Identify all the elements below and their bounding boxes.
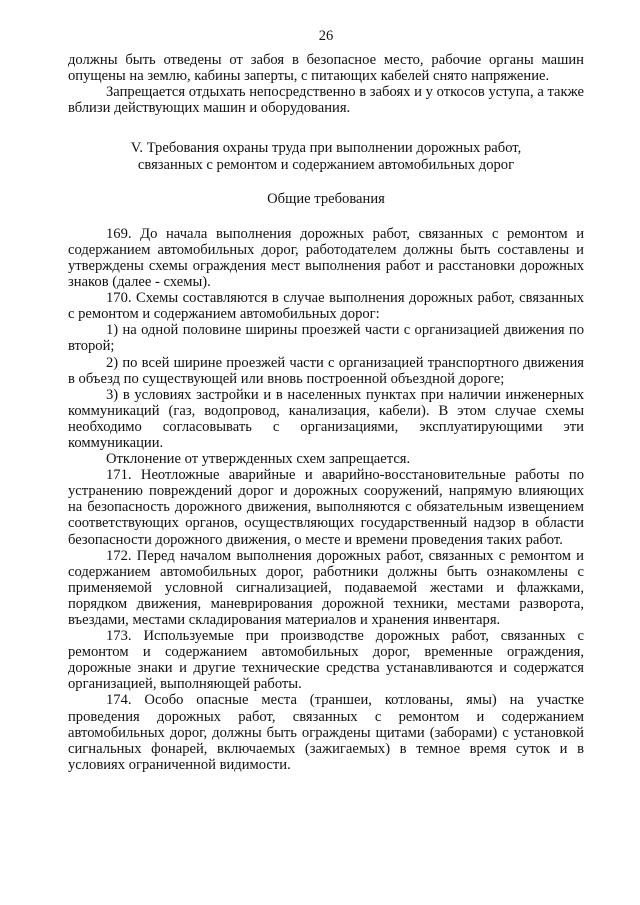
paragraph-171: 171. Неотложные аварийные и аварийно-восстановительные работы по устранению повреждений дорог и дорожных сооружений, напрямую влияющих на безопасность дорожного движения, выполняются с обязательным извещением соответствующих органов, осуществляющих государственный надзор в области безопасности дорожного движения, о месте и времени проведения таких работ. <box>68 467 584 548</box>
section-title <box>68 140 584 172</box>
section-title-line-2: связанных с ремонтом и содержанием автомобильных дорог <box>137 156 515 173</box>
list-item-3: 3) в условиях застройки и в населенных пунктах при наличии инженерных коммуникаций (газ, водопровод, канализация, кабели). В этом случае схемы необходимо согласовывать с организациями, эксплуатирующими эти коммуникации. <box>68 386 584 451</box>
list-item-1: 1) на одной половине ширины проезжей части с организацией движения по второй; <box>68 322 584 355</box>
subsection-heading: Общие требования <box>267 190 385 207</box>
intro-paragraph-rest-prohibition: Запрещается отдыхать непосредственно в забоях и у откосов уступа, а также вблизи действующих машин и оборудования. <box>68 84 584 117</box>
list-item-2: 2) по всей ширине проезжей части с организацией транспортного движения в объезд по существующей или вновь построенной объездной дороге; <box>68 354 584 387</box>
paragraph-170: 170. Схемы составляются в случае выполнения дорожных работ, связанных с ремонтом и содержанием автомобильных дорог: <box>68 290 584 323</box>
paragraph-173: 173. Используемые при производстве дорожных работ, связанных с ремонтом и содержанием автомобильных дорог, временные ограждения, дорожные знаки и другие технические средства устанавливаются и содержатся организацией, выполняющей работы. <box>68 628 584 693</box>
paragraph-169: 169. До начала выполнения дорожных работ, связанных с ремонтом и содержанием автомобильных дорог, работодателем должны быть составлены и утверждены схемы ограждения мест выполнения работ и расстановки дорожных знаков (далее - схемы). <box>68 225 584 291</box>
paragraph-172: 172. Перед началом выполнения дорожных работ, связанных с ремонтом и содержанием автомобильных дорог, работники должны быть ознакомлены с применяемой условной сигнализацией, подаваемой жестами и флажками, порядком движения, маневрирования дорожной техники, местами разворота, въездами, местами складирования материалов и хранения инвентаря. <box>68 547 584 628</box>
intro-paragraph-continued: должны быть отведены от забоя в безопасное место, рабочие органы машин опущены на землю, кабины заперты, с питающих кабелей снято напряжение. <box>68 52 584 85</box>
paragraph-deviation-prohibited: Отклонение от утвержденных схем запрещается. <box>106 451 411 468</box>
paragraph-174: 174. Особо опасные места (траншеи, котлованы, ямы) на участке проведения дорожных работ, связанных с ремонтом и содержанием автомобильных дорог, должны быть ограждены щитами (заборами) с установкой сигнальных фонарей, включаемых (зажигаемых) в темное время суток и в условиях ограниченной видимости. <box>68 692 584 773</box>
section-title-line-1: V. Требования охраны труда при выполнении дорожных работ, <box>130 140 522 157</box>
document-page <box>68 28 584 773</box>
page-number: 26 <box>318 28 334 44</box>
